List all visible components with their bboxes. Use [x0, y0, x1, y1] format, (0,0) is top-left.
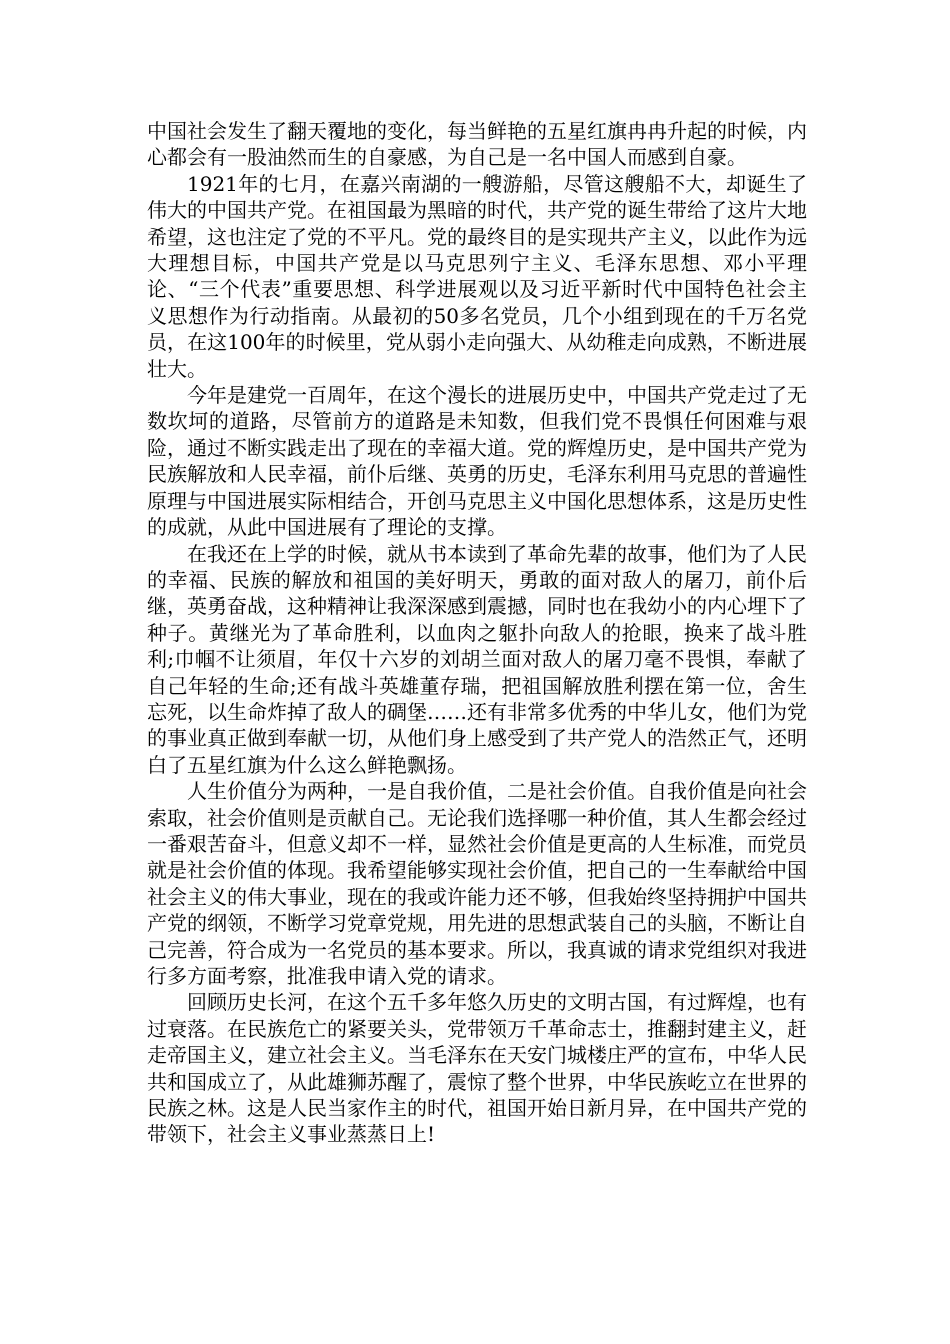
- paragraph-5: 人生价值分为两种，一是自我价值，二是社会价值。自我价值是向社会索取，社会价值则是贡献自己。无论我们选择哪一种价值，其人生都会经过一番艰苦奋斗，但意义却不一样，显然社会价值是更高的人生标准，而党员就是社会价值的体现。我希望能够实现社会价值，把自己的一生奉献给中国社会主义的伟大事业，现在的我或许能力还不够，但我始终坚持拥护中国共产党的纲领，不断学习党章党规，用先进的思想武装自己的头脑，不断让自己完善，符合成为一名党员的基本要求。所以，我真诚的请求党组织对我进行多方面考察，批准我申请入党的请求。: [147, 779, 807, 988]
- paragraph-4: 在我还在上学的时候，就从书本读到了革命先辈的故事，他们为了人民的幸福、民族的解放和祖国的美好明天，勇敢的面对敌人的屠刀，前仆后继，英勇奋战，这种精神让我深深感到震撼，同时也在我幼小的内心埋下了种子。黄继光为了革命胜利，以血肉之躯扑向敌人的抢眼，换来了战斗胜利;巾帼不让须眉，年仅十六岁的刘胡兰面对敌人的屠刀毫不畏惧，奉献了自己年轻的生命;还有战斗英雄董存瑞，把祖国解放胜利摆在第一位，舍生忘死，以生命炸掉了敌人的碉堡……还有非常多优秀的中华儿女，他们为党的事业真正做到奉献一切，从他们身上感受到了共产党人的浩然正气，还明白了五星红旗为什么这么鲜艳飘扬。: [147, 541, 807, 777]
- paragraph-3: 今年是建党一百周年，在这个漫长的进展历史中，中国共产党走过了无数坎坷的道路，尽管前方的道路是未知数，但我们党不畏惧任何困难与艰险，通过不断实践走出了现在的幸福大道。党的辉煌历史，是中国共产党为民族解放和人民幸福，前仆后继、英勇的历史，毛泽东利用马克思的普遍性原理与中国进展实际相结合，开创马克思主义中国化思想体系，这是历史性的成就，从此中国进展有了理论的支撑。: [147, 383, 807, 540]
- document-body: [147, 118, 807, 1148]
- paragraph-1: 中国社会发生了翻天覆地的变化，每当鲜艳的五星红旗冉冉升起的时候，内心都会有一股油然而生的自豪感，为自己是一名中国人而感到自豪。: [147, 119, 807, 170]
- paragraph-6: 回顾历史长河，在这个五千多年悠久历史的文明古国，有过辉煌，也有过衰落。在民族危亡的紧要关头，党带领万千革命志士，推翻封建主义，赶走帝国主义，建立社会主义。当毛泽东在天安门城楼庄严的宣布，中华人民共和国成立了，从此雄狮苏醒了，震惊了整个世界，中华民族屹立在世界的民族之林。这是人民当家作主的时代，祖国开始日新月异，在中国共产党的带领下，社会主义事业蒸蒸日上!: [147, 990, 807, 1147]
- paragraph-2: 1921年的七月，在嘉兴南湖的一艘游船，尽管这艘船不大，却诞生了伟大的中国共产党。在祖国最为黑暗的时代，共产党的诞生带给了这片大地希望，这也注定了党的不平凡。党的最终目的是实现共产主义，以此作为远大理想目标，中国共产党是以马克思列宁主义、毛泽东思想、邓小平理论、“三个代表”重要思想、科学进展观以及习近平新时代中国特色社会主义思想作为行动指南。从最初的50多名党员，几个小组到现在的千万名党员，在这100年的时候里，党从弱小走向强大、从幼稚走向成熟，不断进展壮大。: [147, 171, 807, 381]
